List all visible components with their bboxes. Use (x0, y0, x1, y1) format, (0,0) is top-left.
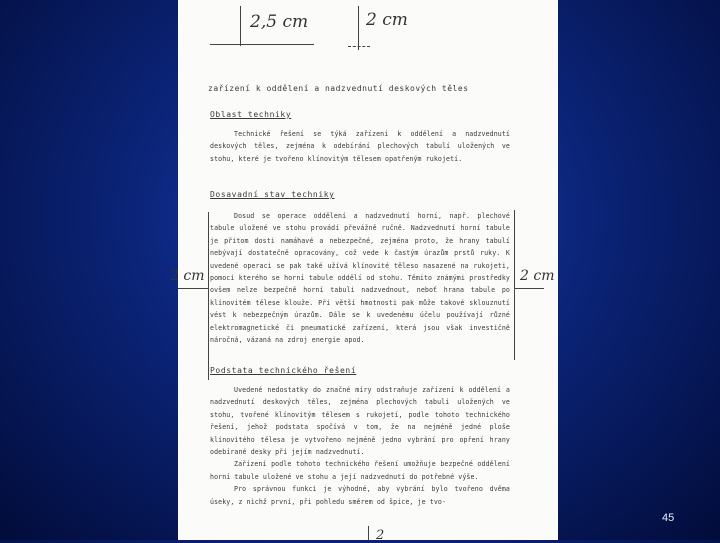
paragraph: Zařízení podle tohoto technického řešení umožňuje bezpečné oddělení horní tabule uložené ve stohu a její nadzvednutí do potřebné výše. (210, 460, 510, 481)
document-title: zařízení k oddělení a nadzvednutí deskových těles (208, 84, 469, 93)
margin-guide-line (178, 288, 208, 289)
margin-label-right-top: 2 cm (366, 10, 408, 30)
section-heading: Podstata technického řešení (210, 366, 357, 375)
margin-guide-line (368, 526, 369, 540)
slide-page-number: 45 (662, 512, 675, 524)
margin-label-bottom: 2 (376, 528, 385, 543)
margin-label-left-side: 2 cm (170, 268, 205, 284)
section-body (210, 210, 510, 346)
paragraph: Pro správnou funkci je výhodné, aby vybrání bylo tvořeno dvěma úseky, z nichž první, při pohledu směrem od špice, je tvo- (210, 485, 510, 506)
scanned-document-page (170, 0, 558, 543)
section-heading: Oblast techniky (210, 110, 292, 119)
paragraph: Dosud se operace oddělení a nadzvednutí horní, např. plechové tabule uložené ve stohu provádí převážně ručně. Nadzvednutí horní tabule je přitom dosti namáhavé a nebezpečné, zejména proto, že hrany tabulí nebývají dostatečně opracovány, což vede k častým úrazům prstů ruky. K uvedené operaci se pak také užívá klínovité těleso nasazené na rukojeti, pomocí kterého se horní tabule oddělí od stohu. Těmito známými prostředky ovšem nelze bezpečně horní tabuli nadzvednout, neboť hrana tabule po klínovitém tělese klouže. Při větší hmotnosti pak může takové sklouznutí vést k nebezpečným úrazům. Dále se k uvedenému účelu používají různé elektromagnetické či pneumatické zařízení, která jsou však investičně náročná, vázaná na zdroj energie apod. (210, 212, 510, 345)
section-body (210, 128, 510, 165)
margin-guide-line (348, 46, 370, 48)
margin-label-left-top: 2,5 cm (250, 12, 309, 32)
margin-guide-line (514, 288, 544, 289)
section-body (210, 384, 510, 508)
section-heading: Dosavadní stav techniky (210, 190, 335, 199)
margin-guide-line (514, 210, 515, 360)
margin-guide-line (240, 6, 241, 46)
margin-guide-line (210, 44, 314, 45)
margin-label-right-side: 2 cm (520, 268, 555, 284)
margin-guide-line (208, 212, 209, 380)
paragraph: Uvedené nedostatky do značné míry odstraňuje zařízení k oddělení a nadzvednutí deskových těles, zejména plechových tabulí uložených ve stohu, tvořené klínovitým tělesem s rukojetí, podle tohoto technického řešení, jehož podstata spočívá v tom, že na nejméně jedné ploše klínovitého tělesa je vytvořeno nejméně jedno vybrání pro opření hrany odebírané desky při jejím nadzvednutí. (210, 386, 510, 457)
paragraph: Technické řešení se týká zařízení k oddělení a nadzvednutí deskových těles, zejména k odebírání plechových tabulí uložených ve stohu, které je tvořeno klínovitým tělesem opatřeným rukojetí. (210, 130, 510, 163)
margin-guide-line (358, 6, 359, 50)
